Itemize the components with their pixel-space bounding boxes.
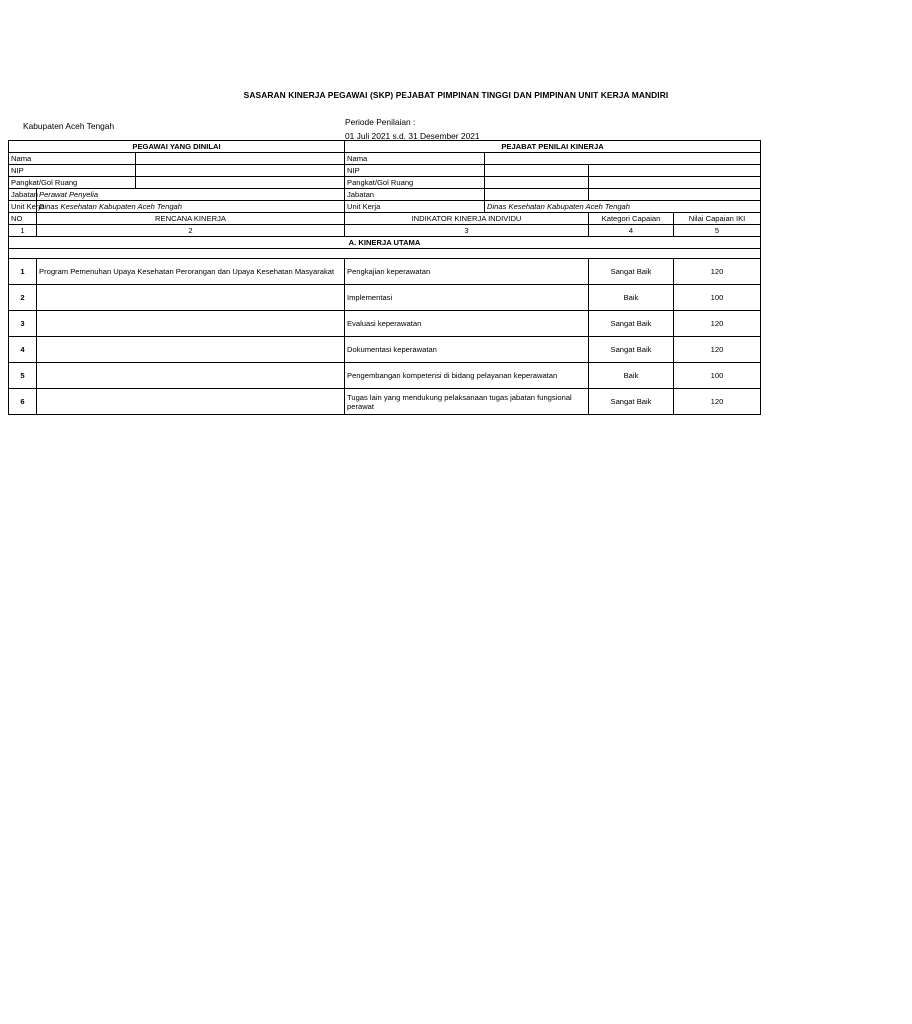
row-nilai: 120 [674,259,761,285]
col-number: 2 [37,225,345,237]
row-no: 2 [9,285,37,311]
row-nilai: 120 [674,337,761,363]
row-kategori: Baik [589,285,674,311]
penilai-field-label-unit: Unit Kerja [345,201,485,213]
info-row-nama [9,153,761,165]
section-a-heading: A. KINERJA UTAMA [9,237,761,249]
col-header-kategori: Kategori Capaian [589,213,674,225]
row-nilai: 100 [674,363,761,389]
col-header-nilai: Nilai Capaian IKI [674,213,761,225]
spacer-cell [9,249,761,259]
section-pegawai-dinilai: PEGAWAI YANG DINILAI [9,141,345,153]
row-kategori: Sangat Baik [589,337,674,363]
penilai-pangkat-extra [589,177,761,189]
row-indikator: Pengembangan kompetensi di bidang pelayanan keperawatan [345,363,589,389]
penilai-field-label-nip: NIP [345,165,485,177]
field-label-nama: Nama [9,153,136,165]
row-indikator: Pengkajian keperawatan [345,259,589,285]
row-no: 4 [9,337,37,363]
section-pejabat-penilai: PEJABAT PENILAI KINERJA [345,141,761,153]
pegawai-pangkat [136,177,345,189]
penilai-jabatan [485,189,589,201]
row-indikator: Evaluasi keperawatan [345,311,589,337]
col-header-indikator: INDIKATOR KINERJA INDIVIDU [345,213,589,225]
row-no: 6 [9,389,37,415]
spacer-row [9,249,761,259]
section-header-row [9,141,761,153]
row-indikator: Dokumentasi keperawatan [345,337,589,363]
kinerja-row [9,389,761,415]
penilai-field-label-nama: Nama [345,153,485,165]
kabupaten-label: Kabupaten Aceh Tengah [23,121,115,131]
row-no: 3 [9,311,37,337]
field-label-nip: NIP [9,165,136,177]
col-number: 1 [9,225,37,237]
row-nilai: 120 [674,389,761,415]
row-rencana [37,337,345,363]
kinerja-row [9,337,761,363]
row-rencana [37,363,345,389]
row-indikator: Tugas lain yang mendukung pelaksanaan tugas jabatan fungsional perawat [345,389,589,415]
kinerja-row [9,259,761,285]
col-header-no: NO [9,213,37,225]
info-row-unit [9,201,761,213]
pegawai-unit: Dinas Kesehatan Kabupaten Aceh Tengah [37,201,345,213]
penilai-unit: Dinas Kesehatan Kabupaten Aceh Tengah [485,201,761,213]
info-row-nip [9,165,761,177]
kinerja-row [9,363,761,389]
penilai-nip-extra [589,165,761,177]
section-a-row [9,237,761,249]
penilai-nama [485,153,761,165]
pegawai-nama [136,153,345,165]
row-rencana [37,389,345,415]
field-label-unit: Unit Kerja [9,201,37,213]
kinerja-row [9,285,761,311]
document-title: SASARAN KINERJA PEGAWAI (SKP) PEJABAT PIMPINAN TINGGI DAN PIMPINAN UNIT KERJA MANDIRI [243,90,669,100]
periode-block [345,115,480,143]
row-no: 1 [9,259,37,285]
row-kategori: Sangat Baik [589,259,674,285]
field-label-jabatan: Jabatan [9,189,37,201]
row-nilai: 100 [674,285,761,311]
column-number-row [9,225,761,237]
row-rencana [37,285,345,311]
field-label-pangkat: Pangkat/Gol Ruang [9,177,136,189]
periode-label: Periode Penilaian : [345,117,416,127]
kinerja-row [9,311,761,337]
penilai-jabatan-extra [589,189,761,201]
info-row-pangkat [9,177,761,189]
col-number: 3 [345,225,589,237]
info-row-jabatan [9,189,761,201]
col-number: 4 [589,225,674,237]
col-number: 5 [674,225,761,237]
pegawai-nip [136,165,345,177]
penilai-field-label-jabatan: Jabatan [345,189,485,201]
row-kategori: Sangat Baik [589,311,674,337]
periode-value: 01 Juli 2021 s.d. 31 Desember 2021 [345,131,480,141]
col-header-rencana: RENCANA KINERJA [37,213,345,225]
row-kategori: Sangat Baik [589,389,674,415]
row-indikator: Implementasi [345,285,589,311]
pegawai-jabatan: Perawat Penyelia [37,189,345,201]
row-nilai: 120 [674,311,761,337]
penilai-field-label-pangkat: Pangkat/Gol Ruang [345,177,485,189]
row-rencana [37,311,345,337]
row-no: 5 [9,363,37,389]
column-header-row [9,213,761,225]
row-rencana: Program Pemenuhan Upaya Kesehatan Perorangan dan Upaya Kesehatan Masyarakat [37,259,345,285]
penilai-pangkat [485,177,589,189]
skp-table [8,140,761,415]
penilai-nip [485,165,589,177]
row-kategori: Baik [589,363,674,389]
